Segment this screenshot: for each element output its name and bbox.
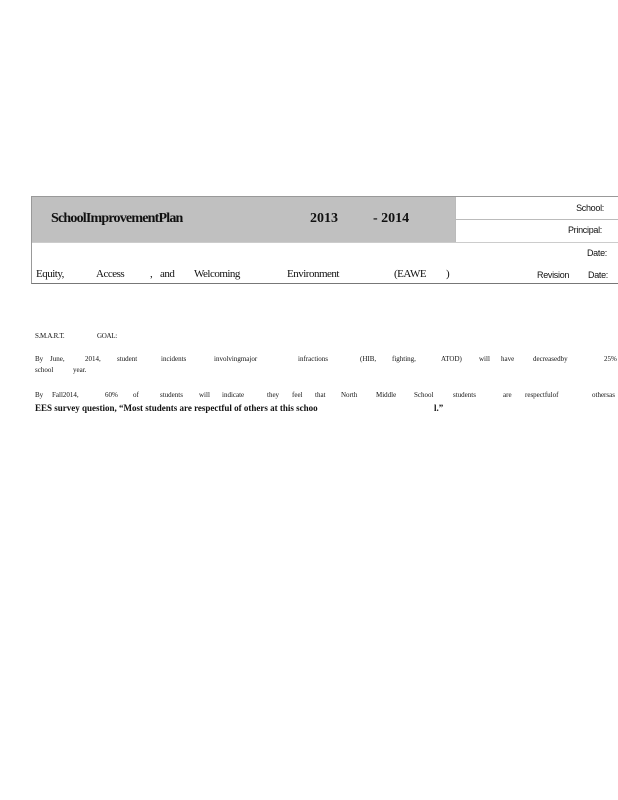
goal-word: of: [133, 391, 139, 399]
year-start: 2013: [310, 211, 338, 226]
goal-word: ATOD): [441, 355, 462, 363]
goal-word: decreasedby: [533, 355, 568, 363]
goal-word: 25%: [604, 355, 617, 363]
goal-word: North: [341, 391, 358, 399]
area-word: Access: [96, 268, 125, 280]
goal1-line2: [35, 366, 235, 375]
goal-word: Middle: [376, 391, 397, 399]
goal-word: have: [501, 355, 515, 363]
year-end: - 2014: [373, 211, 410, 226]
revision-date-label: Date:: [588, 270, 609, 280]
area-word: ,: [150, 268, 153, 280]
goal1-line1: [35, 355, 615, 364]
revision-label: Revision: [537, 270, 570, 280]
ees-text: EES survey question, “Most students are respectful of others at this schoo: [35, 403, 318, 413]
cell-divider: [456, 219, 618, 220]
goal-word: (HIB,: [360, 355, 377, 363]
plan-header-table: [31, 196, 618, 284]
area-word: and: [160, 268, 175, 280]
goal-word: fighting,: [392, 355, 416, 363]
goal-word: Fall2014,: [52, 391, 79, 399]
area-word: Equity,: [36, 268, 64, 280]
ees-text-end: l.”: [434, 403, 444, 413]
focus-area-row: [36, 268, 616, 282]
goal-word: students: [453, 391, 476, 399]
goal-word: By: [35, 391, 44, 399]
principal-label: Principal:: [567, 225, 602, 235]
goal-label: GOAL:: [97, 332, 117, 340]
goal-word: will: [479, 355, 490, 363]
goal-word: othersas: [592, 391, 615, 399]
ees-survey-line: [35, 403, 444, 413]
goal-word: incidents: [161, 355, 187, 363]
date-label: Date:: [586, 248, 607, 258]
area-word: Environment: [287, 268, 339, 280]
goal-word: they: [267, 391, 280, 399]
title-band: [32, 197, 455, 242]
area-word: ): [446, 268, 450, 280]
goal-word: are: [503, 391, 512, 399]
goal-word: that: [315, 391, 326, 399]
header-divider: [32, 242, 618, 243]
goal-word: June,: [50, 355, 65, 363]
smart-label: S.M.A.R.T.: [35, 332, 65, 340]
goal-word: School: [414, 391, 434, 399]
goal-word: 2014,: [85, 355, 101, 363]
school-principal-cells: [455, 197, 618, 242]
goal-word: 60%: [105, 391, 118, 399]
goal-word: will: [199, 391, 210, 399]
goal-word: feel: [292, 391, 303, 399]
goal-word: year.: [73, 366, 87, 374]
goal-word: indicate: [222, 391, 245, 399]
goal-word: students: [160, 391, 183, 399]
goal-word: student: [117, 355, 138, 363]
plan-title: SchoolImprovementPlan: [51, 211, 183, 226]
school-label: School:: [576, 203, 604, 213]
goal-word: infractions: [298, 355, 328, 363]
goal-word: respectfulof: [525, 391, 559, 399]
area-word: (EAWE: [394, 268, 427, 280]
goal-word: school: [35, 366, 54, 374]
area-word: Welcoming: [194, 268, 240, 280]
goal2-line1: [35, 391, 615, 400]
goal-word: involvingmajor: [214, 355, 258, 363]
goal-word: By: [35, 355, 44, 363]
